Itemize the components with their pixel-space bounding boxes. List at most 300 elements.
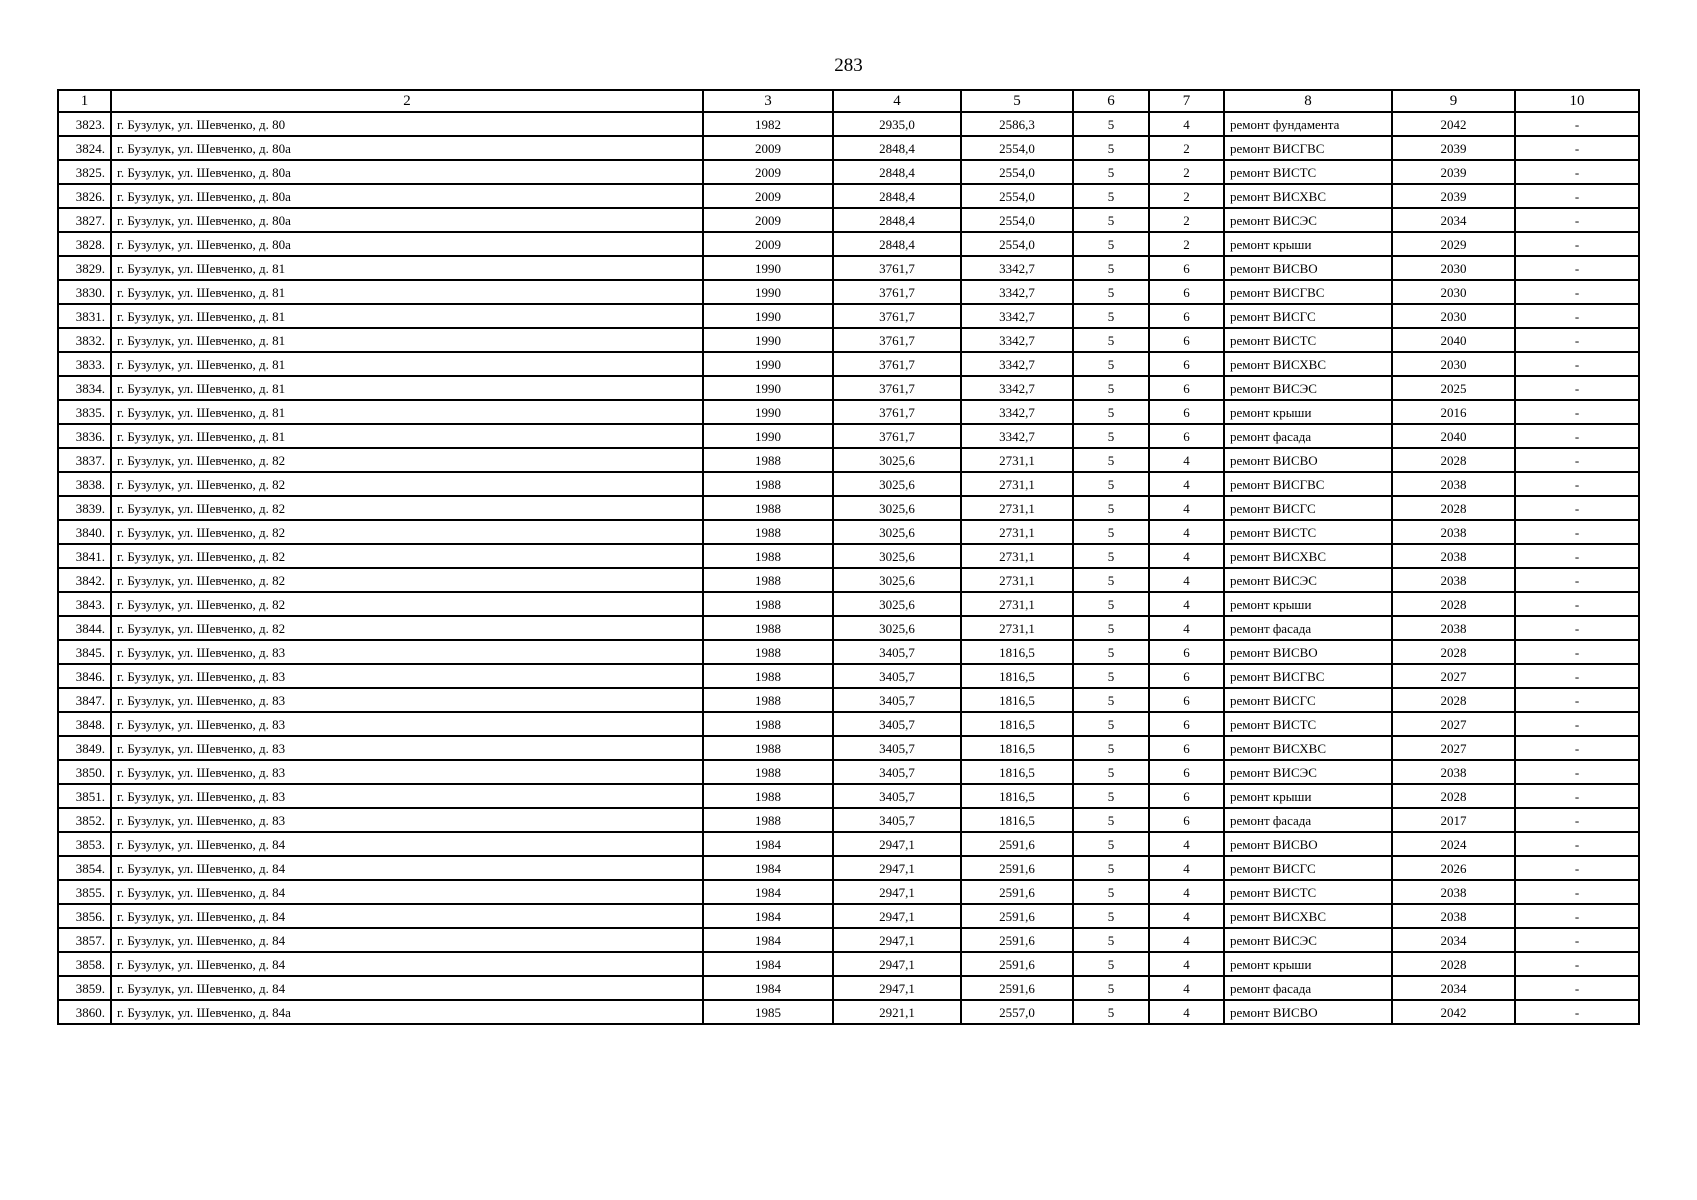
cell-work-type: ремонт ВИСХВС	[1224, 352, 1392, 376]
cell-work-type: ремонт ВИСХВС	[1224, 736, 1392, 760]
cell-total-area: 3025,6	[833, 472, 961, 496]
table-row	[58, 592, 1639, 616]
cell-row-number: 3831.	[58, 304, 111, 328]
cell-entrances: 4	[1149, 856, 1224, 880]
cell-living-area: 2557,0	[961, 1000, 1073, 1024]
cell-address: г. Бузулук, ул. Шевченко, д. 82	[111, 544, 703, 568]
cell-floors: 5	[1073, 760, 1149, 784]
table-row	[58, 616, 1639, 640]
cell-work-type: ремонт фасада	[1224, 976, 1392, 1000]
table-row	[58, 304, 1639, 328]
table-row	[58, 376, 1639, 400]
cell-entrances: 6	[1149, 280, 1224, 304]
cell-work-type: ремонт ВИСХВС	[1224, 904, 1392, 928]
table-row	[58, 184, 1639, 208]
table-row	[58, 256, 1639, 280]
table-row	[58, 496, 1639, 520]
cell-living-area: 2591,6	[961, 880, 1073, 904]
cell-row-number: 3857.	[58, 928, 111, 952]
cell-living-area: 1816,5	[961, 808, 1073, 832]
cell-year-built: 1990	[703, 328, 833, 352]
cell-floors: 5	[1073, 376, 1149, 400]
cell-planned-year: 2029	[1392, 232, 1515, 256]
cell-total-area: 3405,7	[833, 688, 961, 712]
cell-planned-year: 2025	[1392, 376, 1515, 400]
cell-note: -	[1515, 712, 1639, 736]
cell-note: -	[1515, 328, 1639, 352]
cell-entrances: 4	[1149, 568, 1224, 592]
cell-total-area: 2947,1	[833, 832, 961, 856]
cell-planned-year: 2017	[1392, 808, 1515, 832]
table-row	[58, 424, 1639, 448]
cell-row-number: 3832.	[58, 328, 111, 352]
cell-living-area: 2554,0	[961, 208, 1073, 232]
cell-row-number: 3855.	[58, 880, 111, 904]
cell-row-number: 3850.	[58, 760, 111, 784]
cell-year-built: 1984	[703, 976, 833, 1000]
cell-note: -	[1515, 1000, 1639, 1024]
cell-note: -	[1515, 400, 1639, 424]
cell-address: г. Бузулук, ул. Шевченко, д. 83	[111, 808, 703, 832]
cell-total-area: 2848,4	[833, 184, 961, 208]
cell-floors: 5	[1073, 928, 1149, 952]
cell-planned-year: 2040	[1392, 328, 1515, 352]
cell-year-built: 1988	[703, 544, 833, 568]
cell-living-area: 2591,6	[961, 976, 1073, 1000]
cell-floors: 5	[1073, 640, 1149, 664]
cell-planned-year: 2038	[1392, 472, 1515, 496]
cell-total-area: 3761,7	[833, 424, 961, 448]
cell-total-area: 2848,4	[833, 136, 961, 160]
cell-work-type: ремонт крыши	[1224, 400, 1392, 424]
cell-address: г. Бузулук, ул. Шевченко, д. 84	[111, 976, 703, 1000]
cell-planned-year: 2027	[1392, 736, 1515, 760]
cell-note: -	[1515, 664, 1639, 688]
cell-address: г. Бузулук, ул. Шевченко, д. 80а	[111, 208, 703, 232]
cell-year-built: 1982	[703, 112, 833, 136]
cell-work-type: ремонт ВИСГС	[1224, 856, 1392, 880]
cell-year-built: 1985	[703, 1000, 833, 1024]
cell-address: г. Бузулук, ул. Шевченко, д. 84	[111, 856, 703, 880]
cell-address: г. Бузулук, ул. Шевченко, д. 81	[111, 304, 703, 328]
cell-row-number: 3853.	[58, 832, 111, 856]
cell-floors: 5	[1073, 136, 1149, 160]
cell-year-built: 2009	[703, 184, 833, 208]
cell-note: -	[1515, 616, 1639, 640]
cell-row-number: 3840.	[58, 520, 111, 544]
cell-planned-year: 2038	[1392, 568, 1515, 592]
cell-note: -	[1515, 568, 1639, 592]
cell-row-number: 3847.	[58, 688, 111, 712]
table-row	[58, 736, 1639, 760]
cell-year-built: 2009	[703, 136, 833, 160]
cell-floors: 5	[1073, 496, 1149, 520]
cell-total-area: 2947,1	[833, 856, 961, 880]
table-row	[58, 712, 1639, 736]
cell-planned-year: 2038	[1392, 616, 1515, 640]
cell-entrances: 6	[1149, 664, 1224, 688]
cell-note: -	[1515, 808, 1639, 832]
cell-planned-year: 2038	[1392, 544, 1515, 568]
cell-entrances: 6	[1149, 256, 1224, 280]
cell-total-area: 3025,6	[833, 544, 961, 568]
cell-total-area: 2935,0	[833, 112, 961, 136]
cell-entrances: 4	[1149, 880, 1224, 904]
cell-planned-year: 2030	[1392, 352, 1515, 376]
cell-year-built: 1988	[703, 760, 833, 784]
cell-floors: 5	[1073, 880, 1149, 904]
cell-planned-year: 2042	[1392, 1000, 1515, 1024]
cell-entrances: 4	[1149, 520, 1224, 544]
cell-note: -	[1515, 280, 1639, 304]
cell-living-area: 3342,7	[961, 280, 1073, 304]
cell-total-area: 2947,1	[833, 880, 961, 904]
cell-row-number: 3835.	[58, 400, 111, 424]
cell-row-number: 3843.	[58, 592, 111, 616]
cell-living-area: 3342,7	[961, 376, 1073, 400]
cell-note: -	[1515, 880, 1639, 904]
cell-work-type: ремонт ВИСГВС	[1224, 280, 1392, 304]
cell-note: -	[1515, 640, 1639, 664]
cell-address: г. Бузулук, ул. Шевченко, д. 84	[111, 880, 703, 904]
cell-work-type: ремонт ВИСВО	[1224, 832, 1392, 856]
cell-work-type: ремонт ВИСЭС	[1224, 760, 1392, 784]
cell-work-type: ремонт ВИСТС	[1224, 160, 1392, 184]
cell-total-area: 3025,6	[833, 568, 961, 592]
cell-work-type: ремонт ВИСГС	[1224, 496, 1392, 520]
cell-planned-year: 2038	[1392, 904, 1515, 928]
cell-work-type: ремонт ВИСЭС	[1224, 568, 1392, 592]
cell-entrances: 4	[1149, 496, 1224, 520]
cell-floors: 5	[1073, 832, 1149, 856]
cell-row-number: 3860.	[58, 1000, 111, 1024]
cell-row-number: 3828.	[58, 232, 111, 256]
cell-total-area: 2848,4	[833, 208, 961, 232]
cell-row-number: 3833.	[58, 352, 111, 376]
cell-note: -	[1515, 256, 1639, 280]
cell-living-area: 2591,6	[961, 832, 1073, 856]
cell-row-number: 3844.	[58, 616, 111, 640]
table-row	[58, 952, 1639, 976]
cell-row-number: 3858.	[58, 952, 111, 976]
cell-work-type: ремонт ВИСТС	[1224, 880, 1392, 904]
cell-total-area: 2947,1	[833, 976, 961, 1000]
cell-address: г. Бузулук, ул. Шевченко, д. 84а	[111, 1000, 703, 1024]
cell-address: г. Бузулук, ул. Шевченко, д. 83	[111, 664, 703, 688]
cell-year-built: 1990	[703, 424, 833, 448]
cell-living-area: 2554,0	[961, 184, 1073, 208]
cell-planned-year: 2024	[1392, 832, 1515, 856]
cell-work-type: ремонт ВИСВО	[1224, 256, 1392, 280]
cell-address: г. Бузулук, ул. Шевченко, д. 80а	[111, 136, 703, 160]
col-header-9: 9	[1392, 90, 1515, 112]
cell-total-area: 3761,7	[833, 328, 961, 352]
cell-year-built: 1988	[703, 664, 833, 688]
cell-floors: 5	[1073, 688, 1149, 712]
cell-work-type: ремонт фасада	[1224, 808, 1392, 832]
cell-note: -	[1515, 304, 1639, 328]
cell-note: -	[1515, 760, 1639, 784]
cell-address: г. Бузулук, ул. Шевченко, д. 82	[111, 448, 703, 472]
cell-row-number: 3830.	[58, 280, 111, 304]
cell-year-built: 2009	[703, 232, 833, 256]
cell-planned-year: 2027	[1392, 664, 1515, 688]
cell-note: -	[1515, 952, 1639, 976]
cell-total-area: 2921,1	[833, 1000, 961, 1024]
cell-address: г. Бузулук, ул. Шевченко, д. 80а	[111, 232, 703, 256]
cell-work-type: ремонт ВИСГС	[1224, 304, 1392, 328]
cell-address: г. Бузулук, ул. Шевченко, д. 82	[111, 568, 703, 592]
cell-entrances: 6	[1149, 352, 1224, 376]
cell-year-built: 1988	[703, 784, 833, 808]
cell-floors: 5	[1073, 856, 1149, 880]
cell-entrances: 4	[1149, 832, 1224, 856]
cell-year-built: 1984	[703, 880, 833, 904]
cell-year-built: 1988	[703, 688, 833, 712]
cell-living-area: 1816,5	[961, 712, 1073, 736]
cell-row-number: 3829.	[58, 256, 111, 280]
cell-floors: 5	[1073, 352, 1149, 376]
cell-total-area: 2848,4	[833, 160, 961, 184]
cell-note: -	[1515, 928, 1639, 952]
cell-living-area: 3342,7	[961, 256, 1073, 280]
cell-entrances: 4	[1149, 112, 1224, 136]
cell-year-built: 1984	[703, 832, 833, 856]
cell-total-area: 3025,6	[833, 496, 961, 520]
cell-address: г. Бузулук, ул. Шевченко, д. 81	[111, 424, 703, 448]
cell-year-built: 1990	[703, 376, 833, 400]
cell-note: -	[1515, 904, 1639, 928]
table-row	[58, 568, 1639, 592]
cell-entrances: 6	[1149, 640, 1224, 664]
cell-year-built: 1990	[703, 352, 833, 376]
cell-planned-year: 2039	[1392, 184, 1515, 208]
cell-address: г. Бузулук, ул. Шевченко, д. 81	[111, 400, 703, 424]
cell-planned-year: 2038	[1392, 520, 1515, 544]
cell-floors: 5	[1073, 664, 1149, 688]
col-header-8: 8	[1224, 90, 1392, 112]
table-row	[58, 352, 1639, 376]
cell-entrances: 6	[1149, 376, 1224, 400]
cell-work-type: ремонт крыши	[1224, 592, 1392, 616]
cell-entrances: 4	[1149, 448, 1224, 472]
table-row	[58, 160, 1639, 184]
cell-entrances: 6	[1149, 304, 1224, 328]
cell-address: г. Бузулук, ул. Шевченко, д. 83	[111, 784, 703, 808]
cell-planned-year: 2028	[1392, 592, 1515, 616]
cell-entrances: 6	[1149, 784, 1224, 808]
cell-address: г. Бузулук, ул. Шевченко, д. 84	[111, 952, 703, 976]
cell-work-type: ремонт ВИСГВС	[1224, 136, 1392, 160]
cell-total-area: 3405,7	[833, 712, 961, 736]
cell-living-area: 1816,5	[961, 760, 1073, 784]
cell-total-area: 3405,7	[833, 640, 961, 664]
cell-year-built: 1988	[703, 472, 833, 496]
cell-row-number: 3841.	[58, 544, 111, 568]
table-row	[58, 1000, 1639, 1024]
cell-year-built: 1988	[703, 568, 833, 592]
cell-total-area: 3761,7	[833, 376, 961, 400]
column-number-row	[58, 90, 1639, 112]
cell-planned-year: 2039	[1392, 160, 1515, 184]
cell-address: г. Бузулук, ул. Шевченко, д. 82	[111, 592, 703, 616]
cell-note: -	[1515, 784, 1639, 808]
cell-year-built: 1984	[703, 904, 833, 928]
cell-note: -	[1515, 184, 1639, 208]
cell-floors: 5	[1073, 808, 1149, 832]
cell-year-built: 1984	[703, 928, 833, 952]
cell-note: -	[1515, 208, 1639, 232]
cell-row-number: 3823.	[58, 112, 111, 136]
cell-row-number: 3842.	[58, 568, 111, 592]
cell-floors: 5	[1073, 232, 1149, 256]
cell-year-built: 1988	[703, 496, 833, 520]
table-row	[58, 640, 1639, 664]
cell-living-area: 1816,5	[961, 784, 1073, 808]
cell-row-number: 3854.	[58, 856, 111, 880]
table-row	[58, 928, 1639, 952]
cell-address: г. Бузулук, ул. Шевченко, д. 82	[111, 616, 703, 640]
cell-total-area: 2848,4	[833, 232, 961, 256]
col-header-4: 4	[833, 90, 961, 112]
cell-planned-year: 2038	[1392, 760, 1515, 784]
cell-row-number: 3834.	[58, 376, 111, 400]
cell-floors: 5	[1073, 784, 1149, 808]
cell-note: -	[1515, 832, 1639, 856]
cell-living-area: 2591,6	[961, 952, 1073, 976]
table-row	[58, 280, 1639, 304]
cell-note: -	[1515, 136, 1639, 160]
cell-living-area: 2731,1	[961, 496, 1073, 520]
table-row	[58, 112, 1639, 136]
cell-living-area: 2586,3	[961, 112, 1073, 136]
cell-work-type: ремонт фасада	[1224, 616, 1392, 640]
cell-address: г. Бузулук, ул. Шевченко, д. 81	[111, 280, 703, 304]
cell-floors: 5	[1073, 616, 1149, 640]
cell-total-area: 3405,7	[833, 784, 961, 808]
cell-entrances: 4	[1149, 592, 1224, 616]
cell-note: -	[1515, 544, 1639, 568]
cell-entrances: 4	[1149, 976, 1224, 1000]
cell-row-number: 3851.	[58, 784, 111, 808]
cell-floors: 5	[1073, 520, 1149, 544]
cell-note: -	[1515, 448, 1639, 472]
col-header-5: 5	[961, 90, 1073, 112]
cell-planned-year: 2038	[1392, 880, 1515, 904]
cell-living-area: 2554,0	[961, 136, 1073, 160]
cell-planned-year: 2028	[1392, 952, 1515, 976]
cell-living-area: 2554,0	[961, 160, 1073, 184]
cell-note: -	[1515, 376, 1639, 400]
cell-work-type: ремонт ВИСВО	[1224, 640, 1392, 664]
cell-entrances: 6	[1149, 808, 1224, 832]
cell-floors: 5	[1073, 712, 1149, 736]
cell-row-number: 3848.	[58, 712, 111, 736]
cell-address: г. Бузулук, ул. Шевченко, д. 80	[111, 112, 703, 136]
table-row	[58, 688, 1639, 712]
cell-total-area: 2947,1	[833, 928, 961, 952]
cell-planned-year: 2034	[1392, 208, 1515, 232]
cell-planned-year: 2030	[1392, 280, 1515, 304]
cell-address: г. Бузулук, ул. Шевченко, д. 82	[111, 520, 703, 544]
cell-year-built: 2009	[703, 208, 833, 232]
cell-row-number: 3856.	[58, 904, 111, 928]
table-row	[58, 232, 1639, 256]
col-header-3: 3	[703, 90, 833, 112]
cell-entrances: 4	[1149, 928, 1224, 952]
table-row	[58, 664, 1639, 688]
cell-work-type: ремонт крыши	[1224, 784, 1392, 808]
cell-planned-year: 2034	[1392, 928, 1515, 952]
table-row	[58, 520, 1639, 544]
cell-total-area: 3405,7	[833, 760, 961, 784]
table-row	[58, 472, 1639, 496]
cell-year-built: 1988	[703, 520, 833, 544]
cell-note: -	[1515, 112, 1639, 136]
table-row	[58, 208, 1639, 232]
table-row	[58, 904, 1639, 928]
cell-row-number: 3845.	[58, 640, 111, 664]
cell-floors: 5	[1073, 472, 1149, 496]
cell-floors: 5	[1073, 952, 1149, 976]
cell-total-area: 3405,7	[833, 736, 961, 760]
cell-planned-year: 2028	[1392, 448, 1515, 472]
cell-entrances: 2	[1149, 184, 1224, 208]
cell-living-area: 2731,1	[961, 592, 1073, 616]
cell-note: -	[1515, 496, 1639, 520]
cell-entrances: 4	[1149, 904, 1224, 928]
cell-year-built: 1988	[703, 640, 833, 664]
cell-note: -	[1515, 232, 1639, 256]
col-header-6: 6	[1073, 90, 1149, 112]
repair-schedule-table	[57, 89, 1640, 1025]
cell-entrances: 6	[1149, 712, 1224, 736]
cell-year-built: 1988	[703, 448, 833, 472]
cell-address: г. Бузулук, ул. Шевченко, д. 80а	[111, 160, 703, 184]
table-row	[58, 832, 1639, 856]
cell-note: -	[1515, 352, 1639, 376]
cell-floors: 5	[1073, 568, 1149, 592]
page-number: 283	[834, 55, 863, 76]
table-row	[58, 856, 1639, 880]
cell-planned-year: 2016	[1392, 400, 1515, 424]
cell-entrances: 6	[1149, 736, 1224, 760]
cell-entrances: 4	[1149, 544, 1224, 568]
cell-living-area: 2554,0	[961, 232, 1073, 256]
cell-total-area: 3025,6	[833, 520, 961, 544]
cell-work-type: ремонт ВИСТС	[1224, 520, 1392, 544]
cell-living-area: 2731,1	[961, 520, 1073, 544]
cell-floors: 5	[1073, 424, 1149, 448]
cell-year-built: 1990	[703, 400, 833, 424]
cell-planned-year: 2026	[1392, 856, 1515, 880]
cell-living-area: 3342,7	[961, 328, 1073, 352]
cell-planned-year: 2028	[1392, 640, 1515, 664]
cell-year-built: 1990	[703, 304, 833, 328]
cell-entrances: 6	[1149, 760, 1224, 784]
cell-floors: 5	[1073, 304, 1149, 328]
cell-row-number: 3836.	[58, 424, 111, 448]
table-row	[58, 544, 1639, 568]
cell-total-area: 2947,1	[833, 904, 961, 928]
cell-address: г. Бузулук, ул. Шевченко, д. 83	[111, 640, 703, 664]
cell-work-type: ремонт ВИСГВС	[1224, 472, 1392, 496]
cell-floors: 5	[1073, 328, 1149, 352]
cell-floors: 5	[1073, 160, 1149, 184]
table-row	[58, 328, 1639, 352]
cell-row-number: 3839.	[58, 496, 111, 520]
cell-row-number: 3838.	[58, 472, 111, 496]
